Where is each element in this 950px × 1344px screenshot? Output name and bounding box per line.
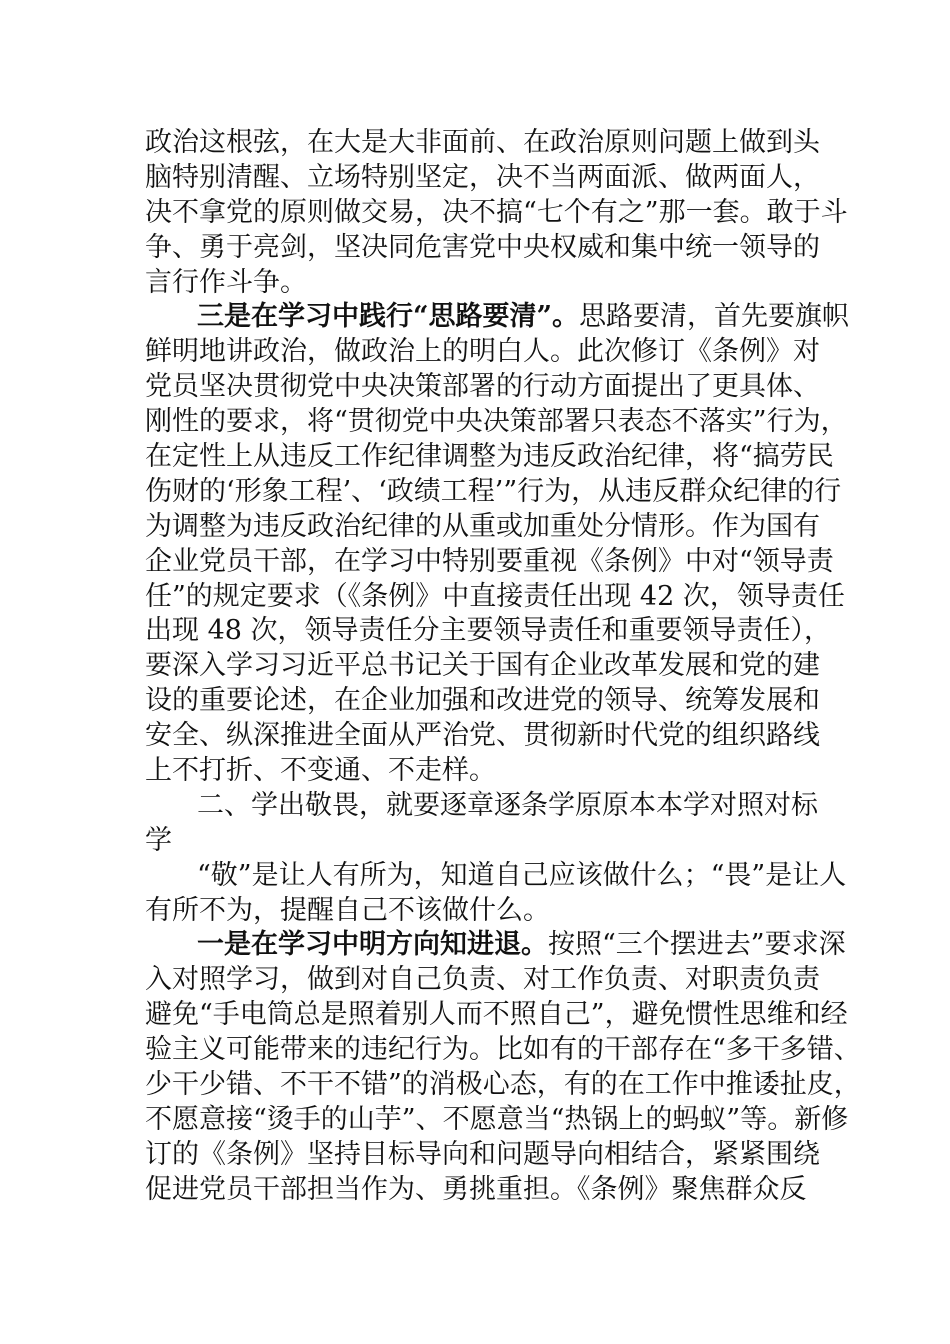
text-line (145, 580, 845, 615)
body-text: 决不拿党的原则做交易，决不搞“七个有之”那一套。敢于斗 (145, 196, 848, 228)
text-line (145, 859, 847, 894)
body-text: 订的《条例》坚持目标导向和问题导向相结合，紧紧围绕 (145, 1138, 820, 1170)
body-text: 党员坚决贯彻党中央决策部署的行动方面提出了更具体、 (145, 371, 820, 403)
body-text: 安全、纵深推进全面从严治党、贯彻新时代党的组织路线 (145, 720, 820, 752)
body-text: 思路要清，首先要旗帜 (579, 301, 850, 333)
body-text: 有所不为，提醒自己不该做什么。 (145, 894, 550, 926)
text-line (145, 266, 817, 301)
body-text: 企业党员干部，在学习中特别要重视《条例》中对“领导责 (145, 545, 834, 577)
text-line (145, 440, 834, 475)
body-text: 二、学出敬畏，就要逐章逐条学原原本本学对照对标 (197, 789, 818, 821)
body-text: 刚性的要求，将“贯彻党中央决策部署只表态不落实”行为， (145, 406, 848, 438)
text-line (145, 824, 817, 859)
body-text: 任”的规定要求（《条例》中直接责任出现 42 次，领导责任 (145, 580, 845, 612)
bold-heading-text: 三是在学习中践行“思路要清”。 (197, 301, 580, 333)
body-text: 学 (145, 824, 172, 856)
text-line (145, 684, 820, 719)
document-body (145, 126, 861, 1208)
text-line (145, 1033, 861, 1068)
text-line (145, 335, 820, 370)
body-text: 伤财的‘形象工程’、‘政绩工程’”行为，从违反群众纪律的行 (145, 475, 842, 507)
body-text: 出现 48 次，领导责任分主要领导责任和重要领导责任）， (145, 615, 832, 647)
body-text: 政治这根弦，在大是大非面前、在政治原则问题上做到头 (145, 127, 820, 158)
text-line (145, 894, 817, 929)
text-line (145, 614, 832, 649)
body-text: 上不打折、不变通、不走样。 (145, 755, 496, 787)
text-line (145, 649, 820, 684)
text-line (145, 405, 848, 440)
text-line (145, 1103, 849, 1138)
body-text: 为调整为违反政治纪律的从重或加重处分情形。作为国有 (145, 510, 820, 542)
body-text: 要深入学习习近平总书记关于国有企业改革发展和党的建 (145, 650, 820, 682)
text-line (145, 161, 820, 196)
text-line (145, 719, 820, 754)
body-text: 设的重要论述，在企业加强和改进党的领导、统筹发展和 (145, 685, 820, 717)
text-line (145, 998, 848, 1033)
text-line (145, 754, 817, 789)
body-text: 鲜明地讲政治，做政治上的明白人。此次修订《条例》对 (145, 336, 820, 368)
text-line (145, 196, 848, 231)
text-line (145, 300, 850, 335)
body-text: 不愿意接“烫手的山芋”、不愿意当“热锅上的蚂蚁”等。新修 (145, 1103, 849, 1135)
body-text: 在定性上从违反工作纪律调整为违反政治纪律，将“搞劳民 (145, 441, 834, 473)
body-text: 按照“三个摆进去”要求深 (548, 929, 846, 961)
body-text: 促进党员干部担当作为、勇挑重担。《条例》聚焦群众反 (145, 1173, 807, 1205)
body-text: 少干少错、不干不错”的消极心态，有的在工作中推诿扯皮， (145, 1069, 861, 1101)
body-text: 入对照学习，做到对自己负责、对工作负责、对职责负责 (145, 964, 820, 996)
text-line (145, 789, 817, 824)
text-line (145, 231, 820, 266)
text-line (145, 963, 820, 998)
text-line (145, 545, 834, 580)
text-line (145, 1138, 820, 1173)
body-text: 验主义可能带来的违纪行为。比如有的干部存在“多干多错、 (145, 1034, 861, 1066)
body-text: 言行作斗争。 (145, 266, 307, 298)
text-line (145, 1173, 817, 1208)
text-line (145, 928, 846, 963)
body-text: 争、勇于亮剑，坚决同危害党中央权威和集中统一领导的 (145, 231, 820, 263)
text-line (145, 126, 820, 161)
bold-heading-text: 一是在学习中明方向知进退。 (197, 929, 548, 961)
text-line (145, 510, 820, 545)
body-text: 避免“手电筒总是照着别人而不照自己”，避免惯性思维和经 (145, 999, 848, 1031)
body-text: “敬”是让人有所为，知道自己应该做什么；“畏”是让人 (197, 859, 847, 891)
text-line (145, 475, 842, 510)
body-text: 脑特别清醒、立场特别坚定，决不当两面派、做两面人， (145, 161, 820, 193)
text-line (145, 370, 820, 405)
text-line (145, 1068, 861, 1103)
